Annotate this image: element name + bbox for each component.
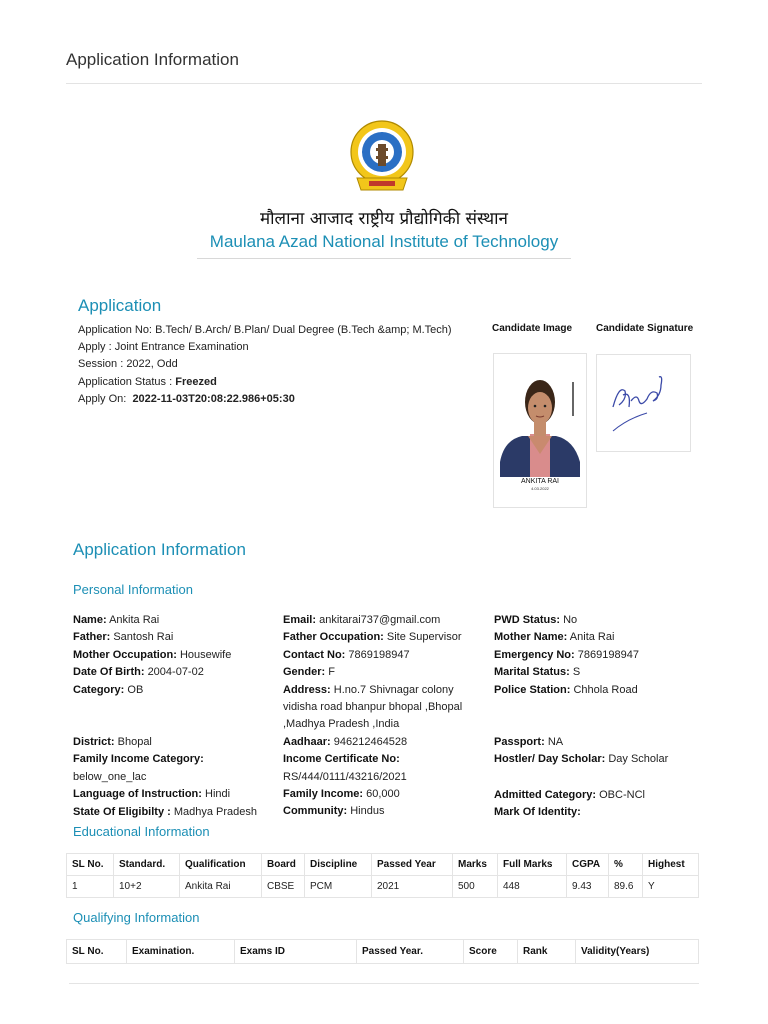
- educational-information-heading: Educational Information: [73, 824, 210, 839]
- col-passed-year: Passed Year: [372, 854, 453, 876]
- apply-on-value: 2022-11-03T20:08:22.986+05:30: [132, 392, 295, 405]
- personal-info-column-1b: [73, 734, 273, 821]
- police-station-field: Police Station: Chhola Road: [494, 683, 638, 696]
- contact-field: Contact No: 7869198947: [283, 648, 410, 661]
- status-value: Freezed: [175, 375, 217, 388]
- cut-off-row: [69, 970, 699, 984]
- session-line: Session : 2022, Odd: [78, 358, 178, 371]
- institute-hindi-name: मौलाना आजाद राष्ट्रीय प्रौद्योगिकी संस्थान: [259, 209, 508, 229]
- cell-highest: Y: [643, 876, 699, 898]
- mother-occupation-field: Mother Occupation: Housewife: [73, 648, 232, 661]
- cell-standard: 10+2: [114, 876, 180, 898]
- col-sl-no: SL No.: [67, 854, 114, 876]
- cell-cgpa: 9.43: [567, 876, 609, 898]
- col-score: Score: [464, 940, 518, 964]
- col-discipline: Discipline: [305, 854, 372, 876]
- address-field: Address: H.no.7 Shivnagar colony vidisha road bhanpur bhopal ,Bhopal ,Madhya Pradesh ,India: [283, 683, 463, 731]
- personal-information-heading: Personal Information: [73, 582, 193, 597]
- pwd-field: PWD Status: No: [494, 614, 578, 626]
- col-highest: Highest: [643, 854, 699, 876]
- photo-date: 4.03.2022: [531, 486, 549, 491]
- district-field: District: Bhopal: [73, 736, 152, 748]
- education-table: [66, 853, 699, 898]
- gender-field: Gender: F: [283, 666, 335, 679]
- col-marks: Marks: [453, 854, 498, 876]
- personal-info-column-2: [283, 612, 483, 821]
- cell-sl-no: 1: [67, 876, 114, 898]
- state-eligibility-field: State Of Eligibilty : Madhya Pradesh: [73, 805, 258, 818]
- cell-marks: 500: [453, 876, 498, 898]
- application-details: [78, 322, 452, 408]
- cell-full-marks: 448: [498, 876, 567, 898]
- father-occupation-field: Father Occupation: Site Supervisor: [283, 631, 462, 644]
- name-field: Name: Ankita Rai: [73, 614, 160, 626]
- table-row: [67, 876, 699, 898]
- personal-info-column-3: [494, 612, 694, 699]
- personal-info-column-3b: [494, 734, 694, 769]
- photo-name: ANKITA RAI: [521, 478, 559, 485]
- institute-english-name: Maulana Azad National Institute of Technology: [209, 232, 559, 251]
- header-divider: [66, 83, 702, 84]
- candidate-signature-label: Candidate Signature: [596, 323, 694, 334]
- col-cgpa: CGPA: [567, 854, 609, 876]
- institute-divider: [197, 258, 571, 259]
- marital-field: Marital Status: S: [494, 666, 581, 679]
- application-information-heading: Application Information: [73, 540, 246, 559]
- candidate-image-label: Candidate Image: [492, 323, 573, 334]
- apply-on-line: Apply On: 2022-11-03T20:08:22.986+05:30: [78, 392, 295, 405]
- status-line: Application Status : Freezed: [78, 375, 217, 388]
- admitted-category-field: Admitted Category: OBC-NCl: [494, 789, 645, 801]
- col-full-marks: Full Marks: [498, 854, 567, 876]
- col-board: Board: [262, 854, 305, 876]
- col-sl-no: SL No.: [67, 940, 127, 964]
- col-qualification: Qualification: [180, 854, 262, 876]
- dob-field: Date Of Birth: 2004-07-02: [73, 666, 204, 679]
- application-no-line: Application No: B.Tech/ B.Arch/ B.Plan/ Dual Degree (B.Tech &amp; M.Tech): [78, 324, 452, 336]
- aadhaar-field: Aadhaar: 946212464528: [283, 735, 408, 748]
- personal-info-column-3c: [494, 787, 694, 822]
- mark-of-identity-field: Mark Of Identity:: [494, 806, 581, 819]
- candidate-signature: [596, 354, 691, 452]
- income-certificate-field: Income Certificate No: RS/444/0111/43216/2021: [283, 753, 407, 783]
- col-rank: Rank: [518, 940, 576, 964]
- page-title: Application Information: [66, 50, 239, 69]
- col-standard: Standard.: [114, 854, 180, 876]
- col-examination: Examination.: [127, 940, 235, 964]
- community-field: Community: Hindus: [283, 805, 385, 818]
- col-exams-id: Exams ID: [235, 940, 357, 964]
- personal-info-column-1: [73, 612, 273, 699]
- cell-board: CBSE: [262, 876, 305, 898]
- cell-discipline: PCM: [305, 876, 372, 898]
- qualifying-information-heading: Qualifying Information: [73, 910, 200, 925]
- hostler-field: Hostler/ Day Scholar: Day Scholar: [494, 753, 669, 766]
- family-income-category-field: Family Income Category: below_one_lac: [73, 753, 204, 783]
- mother-name-field: Mother Name: Anita Rai: [494, 631, 615, 644]
- education-header-row: [67, 854, 699, 876]
- father-field: Father: Santosh Rai: [73, 631, 174, 644]
- qualifying-header-row: [67, 940, 699, 964]
- application-heading: Application: [78, 296, 162, 315]
- email-field: Email: ankitarai737@gmail.com: [283, 614, 441, 626]
- passport-field: Passport: NA: [494, 736, 564, 748]
- col-passed-year: Passed Year.: [357, 940, 464, 964]
- qualifying-table: [66, 939, 699, 964]
- institute-logo: [349, 118, 415, 194]
- cell-percent: 89.6: [609, 876, 643, 898]
- col-validity: Validity(Years): [576, 940, 699, 964]
- apply-line: Apply : Joint Entrance Examination: [78, 341, 249, 354]
- cell-passed-year: 2021: [372, 876, 453, 898]
- category-field: Category: OB: [73, 683, 144, 696]
- language-field: Language of Instruction: Hindi: [73, 788, 231, 801]
- col-percent: %: [609, 854, 643, 876]
- family-income-field: Family Income: 60,000: [283, 788, 400, 801]
- emergency-field: Emergency No: 7869198947: [494, 648, 639, 661]
- candidate-photo: [493, 353, 587, 508]
- cell-qualification: Ankita Rai: [180, 876, 262, 898]
